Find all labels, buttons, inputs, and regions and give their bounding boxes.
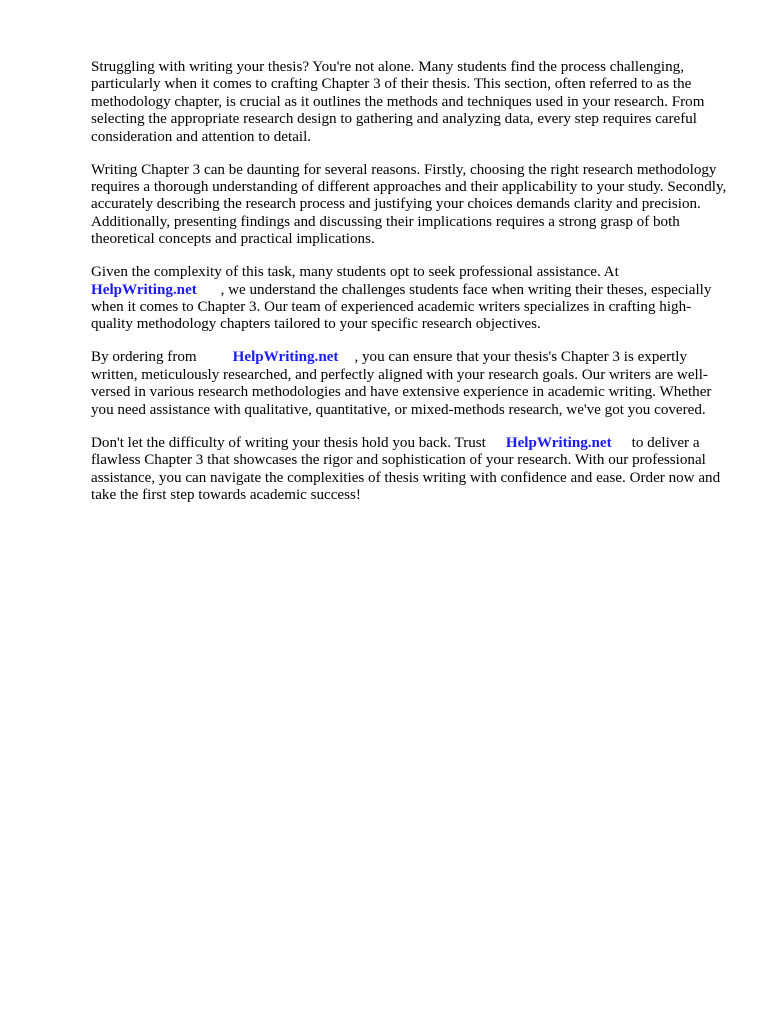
- helpwriting-link[interactable]: HelpWriting.net: [91, 281, 197, 298]
- paragraph-intro: Struggling with writing your thesis? You're not alone. Many students find the process challenging, particularly when it comes to crafting Chapter 3 of their thesis. This section, often referred to as the methodology chapter, is crucial as it outlines the methods and techniques used in your research. From selecting the appropriate research design to gathering and analyzing data, every step requires careful consideration and attention to detail.: [91, 59, 705, 145]
- paragraph-ordering: [91, 349, 731, 419]
- paragraph-closing-text-start: Don't let the difficulty of writing your thesis hold you back. Trust: [91, 434, 486, 451]
- paragraph-assistance-text-start: Given the complexity of this task, many students opt to seek professional assistance. At: [91, 264, 619, 281]
- paragraph-difficulties: Writing Chapter 3 can be daunting for several reasons. Firstly, choosing the right research methodology requires a thorough understanding of different approaches and their applicability to your study. Secondly, accurately describing the research process and justifying your choices demands clarity and precision. Additionally, presenting findings and discussing their implications requires a strong grasp of both theoretical concepts and practical implications.: [91, 161, 727, 248]
- helpwriting-link[interactable]: HelpWriting.net: [505, 434, 612, 451]
- helpwriting-link[interactable]: HelpWriting.net: [232, 349, 339, 366]
- paragraph-closing-text-end: to deliver a flawless Chapter 3 that showcases the rigor and sophistication of your research. With our professional assistance, you can navigate the complexities of thesis writing with confidence and ease. Order now and take the first step towards academic success!: [91, 434, 721, 503]
- paragraph-assistance-text-end: , we understand the challenges students face when writing their theses, especially when it comes to Chapter 3. Our team of experienced academic writers specializes in crafting high-quality methodology chapters tailored to your specific research objectives.: [91, 281, 712, 333]
- paragraph-assistance: [91, 264, 731, 334]
- paragraph-ordering-text-start: By ordering from: [91, 349, 197, 366]
- paragraph-ordering-text-end: , you can ensure that your thesis's Chapter 3 is expertly written, meticulously researched, and perfectly aligned with your research goals. Our writers are well-versed in various research methodologies and have extensive experience in academic writing. Whether you need assistance with qualitative, quantitative, or mixed-methods research, we've got you covered.: [91, 349, 712, 418]
- paragraph-closing: [91, 435, 731, 505]
- document-page: [91, 59, 731, 520]
